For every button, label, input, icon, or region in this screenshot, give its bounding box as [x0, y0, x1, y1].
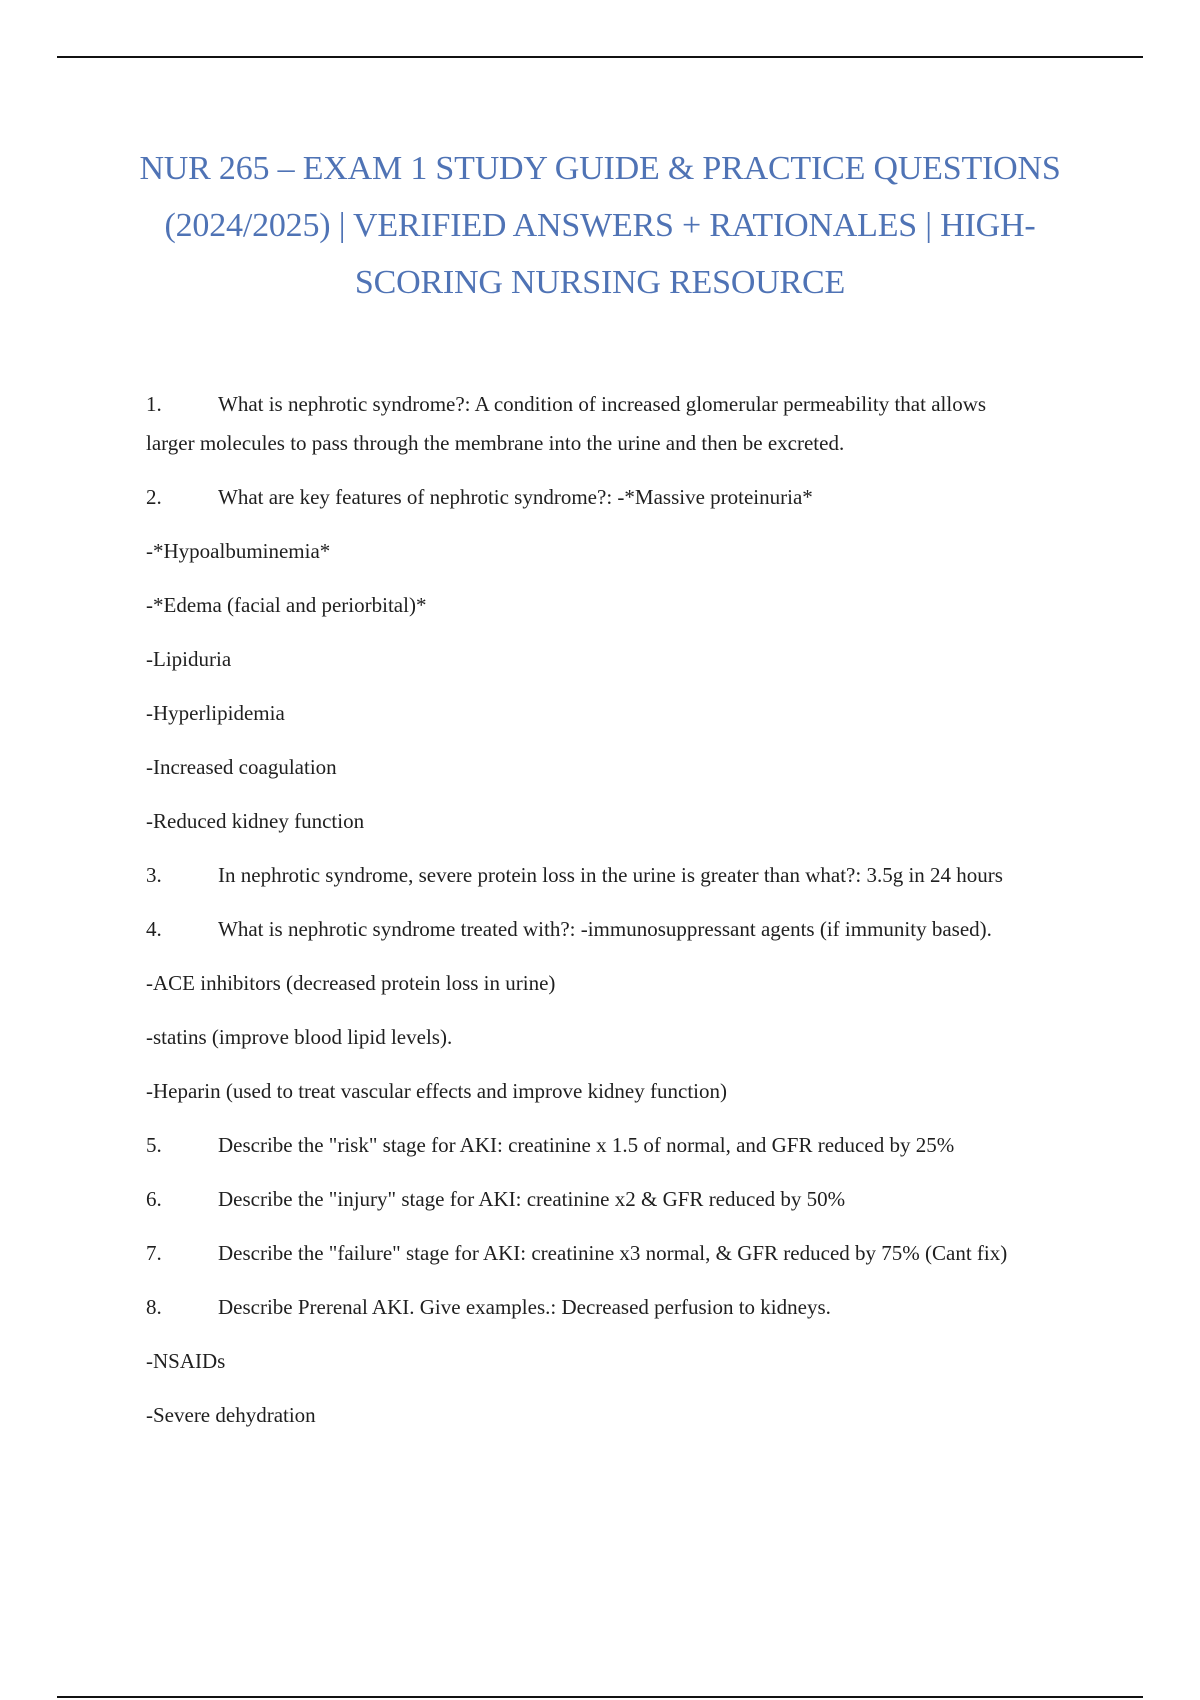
question-text: In nephrotic syndrome, severe protein loss in the urine is greater than what?: 3.5g in 24 hours: [218, 863, 1003, 887]
line-text: -Reduced kidney function: [146, 809, 365, 833]
line-text: -Increased coagulation: [146, 755, 337, 779]
list-item: [146, 694, 285, 732]
question-text: Describe the "risk" stage for AKI: creatinine x 1.5 of normal, and GFR reduced by 25%: [218, 1133, 955, 1157]
question-number: 2.: [146, 485, 162, 509]
top-rule: [57, 56, 1143, 58]
question-number: 6.: [146, 1187, 162, 1211]
question-number: 1.: [146, 392, 162, 416]
line-text: -ACE inhibitors (decreased protein loss in urine): [146, 971, 556, 995]
list-item: [146, 586, 426, 624]
line-text: -Hyperlipidemia: [146, 701, 285, 725]
list-item: [146, 1342, 225, 1380]
line-text: -*Edema (facial and periorbital)*: [146, 593, 427, 617]
question-text: What are key features of nephrotic syndrome?: -*Massive proteinuria*: [218, 485, 813, 509]
list-item: [146, 1396, 316, 1434]
question-1-line: [146, 385, 986, 423]
question-8-line: [146, 1288, 831, 1326]
question-4-line: [146, 910, 992, 948]
list-item: [146, 964, 555, 1002]
question-3-line: [146, 856, 1003, 894]
question-text: What is nephrotic syndrome treated with?: -immunosuppressant agents (if immunity based).: [218, 917, 992, 941]
question-number: 4.: [146, 917, 162, 941]
line-text: -Heparin (used to treat vascular effects and improve kidney function): [146, 1079, 727, 1103]
question-5-line: [146, 1126, 954, 1164]
document-title: [120, 140, 1080, 311]
list-item: [146, 532, 330, 570]
list-item: [146, 1018, 452, 1056]
title-line-3: SCORING NURSING RESOURCE: [354, 264, 846, 301]
list-item: [146, 748, 337, 786]
question-text: Describe the "injury" stage for AKI: creatinine x2 & GFR reduced by 50%: [218, 1187, 846, 1211]
question-number: 5.: [146, 1133, 162, 1157]
line-text: -NSAIDs: [146, 1349, 226, 1373]
continuation-line: [146, 424, 844, 462]
question-6-line: [146, 1180, 845, 1218]
title-line-2: (2024/2025) | VERIFIED ANSWERS + RATIONALES | HIGH-: [164, 207, 1036, 244]
line-text: -statins (improve blood lipid levels).: [146, 1025, 453, 1049]
line-text: larger molecules to pass through the membrane into the urine and then be excreted.: [146, 431, 845, 455]
question-text: Describe the "failure" stage for AKI: creatinine x3 normal, & GFR reduced by 75% (Cant fix): [218, 1241, 1008, 1265]
question-number: 7.: [146, 1241, 162, 1265]
line-text: -Lipiduria: [146, 647, 232, 671]
question-2-line: [146, 478, 813, 516]
list-item: [146, 1072, 727, 1110]
title-line-1: NUR 265 – EXAM 1 STUDY GUIDE & PRACTICE QUESTIONS: [139, 150, 1061, 187]
bottom-rule: [57, 1696, 1143, 1698]
line-text: -*Hypoalbuminemia*: [146, 539, 331, 563]
question-number: 3.: [146, 863, 162, 887]
question-7-line: [146, 1234, 1007, 1272]
question-text: What is nephrotic syndrome?: A condition of increased glomerular permeability that allows: [218, 392, 987, 416]
list-item: [146, 802, 364, 840]
question-text: Describe Prerenal AKI. Give examples.: Decreased perfusion to kidneys.: [218, 1295, 831, 1319]
list-item: [146, 640, 231, 678]
question-number: 8.: [146, 1295, 162, 1319]
line-text: -Severe dehydration: [146, 1403, 316, 1427]
